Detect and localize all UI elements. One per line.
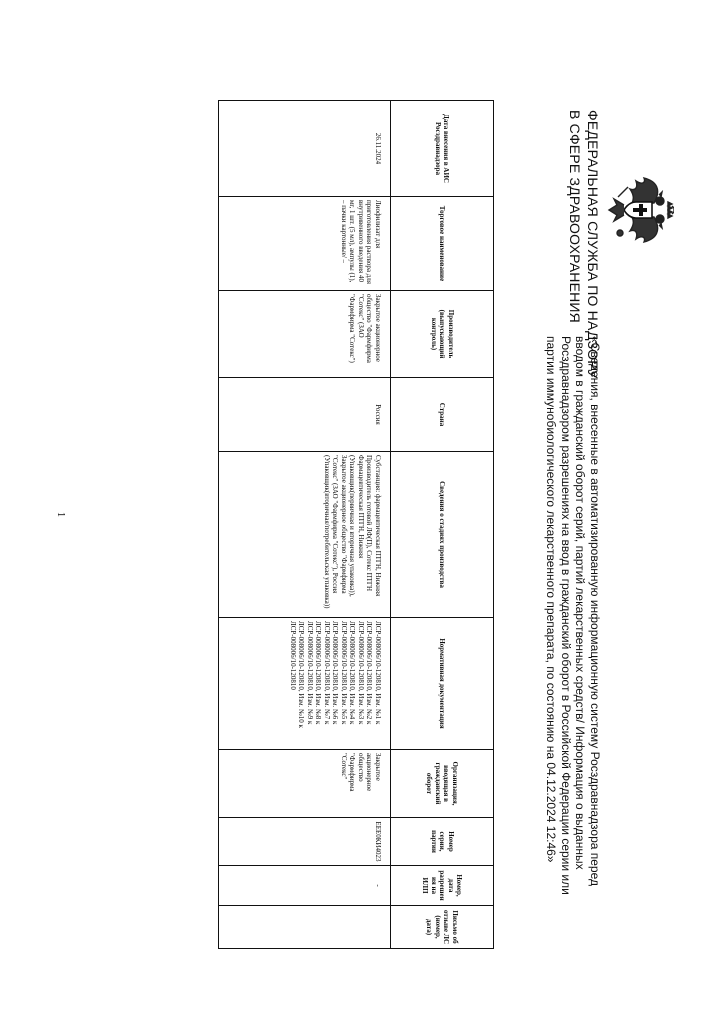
header-country: Страна <box>391 378 494 452</box>
header-organization: Организация, вводящая в гражданский оборот <box>391 750 494 818</box>
cell-trade-name: Лиофилизат для приготовления раствора для внутривенного введения 40 мг, 1 шт. (5 мл), ампулы (1), – пачки картонные/ – <box>219 197 391 291</box>
doc-line: ЛСР-008006/10-120810, Изм. №6 к <box>331 621 340 725</box>
doc-line: ЛСР-008006/10-120810, Изм. №3 к <box>357 621 365 725</box>
registry-table <box>218 100 494 949</box>
header-recall: Письмо об отзыве ЛС (номер, дата) <box>391 906 494 949</box>
header-manufacturer: Производитель (выпускающий контроль) <box>391 291 494 378</box>
doc-line: ЛСР-008006/10-120810 <box>289 621 297 690</box>
header-trade-name: Торговое наименование <box>391 197 494 291</box>
doc-line: ЛСР-008006/10-120810, Изм. №4 к <box>348 621 357 725</box>
doc-line: ЛСР-008006/10-120810, Изм. №9 к <box>306 621 314 725</box>
doc-line: ЛСР-008006/10-120810, Изм. №2 к <box>365 621 374 725</box>
cell-organization: Закрытое акционерное общество "Фармфирма "Сотекс" <box>219 750 391 818</box>
doc-line: ЛСР-008006/10-120810, Изм. №1 к <box>374 621 382 725</box>
agency-name-line-1: ФЕДЕРАЛЬНАЯ СЛУЖБА ПО НАДЗОРУ <box>585 110 601 379</box>
cell-manufacturer: Закрытое акционерное общество "Фармфирма "Сотекс" (ЗАО "Фармфирма "Сотекс") <box>219 291 391 378</box>
cell-country: Россия <box>219 378 391 452</box>
header-permit: Номер, дата разрешения на ИЛП <box>391 866 494 906</box>
document-heading: «Сведения, внесенные в автоматизированную информационную систему Росздравнадзора перед вводом в гражданский оборот серий, партий лекарственных средств/ Информация о выданных Росздравнадзором разрешениях на ввод в гражданский оборот в Российской Федерации серии или партии иммунобиологического лекарственного препарата, по состоянию на 04.12.2024 12:46» <box>544 336 602 895</box>
cell-stages: Субстанция: фармацевтическая ПТГН, Нижняя Производитель готовой ЛФ(П), Сотекс ПТГН Фармацевтическая ПТГН, Нижняя (Упаковщик(первичная и вторичная упаковка)), Закрытое акционерное общество "Фармфирма "Сотекс" (ЗАО "Фармфирма "Сотекс"), Россия (Упаковщик(вторичная/потребительская упаковка)) <box>219 452 391 618</box>
page-number: 1 <box>55 512 66 517</box>
agency-header <box>566 110 674 379</box>
header-stages: Сведения о стадиях производства <box>391 452 494 618</box>
doc-line: ЛСР-008006/10-120810, Изм. №10 к <box>297 621 306 728</box>
doc-line: ЛСР-008006/10-120810, Изм. №5 к <box>340 621 348 725</box>
cell-permit: - <box>219 866 391 906</box>
header-batch: Номер серии, партии <box>391 818 494 866</box>
cell-docs <box>219 618 391 750</box>
table-row <box>219 101 391 949</box>
cell-batch: ЕЕЕ0КИ4023 <box>219 818 391 866</box>
header-date: Дата внесения в АИС Росздравнадзора <box>391 101 494 197</box>
table-header-row <box>391 101 494 949</box>
cell-date: 26.11.2024 <box>219 101 391 197</box>
header-docs: Нормативная документация <box>391 618 494 750</box>
doc-line: ЛСР-008006/10-120810, Изм. №8 к <box>314 621 323 725</box>
doc-line: ЛСР-008006/10-120810, Изм. №7 к <box>323 621 331 725</box>
double-headed-eagle-emblem-icon <box>606 175 674 245</box>
cell-recall <box>219 906 391 949</box>
agency-name-line-2: В СФЕРЕ ЗДРАВООХРАНЕНИЯ <box>567 110 583 323</box>
